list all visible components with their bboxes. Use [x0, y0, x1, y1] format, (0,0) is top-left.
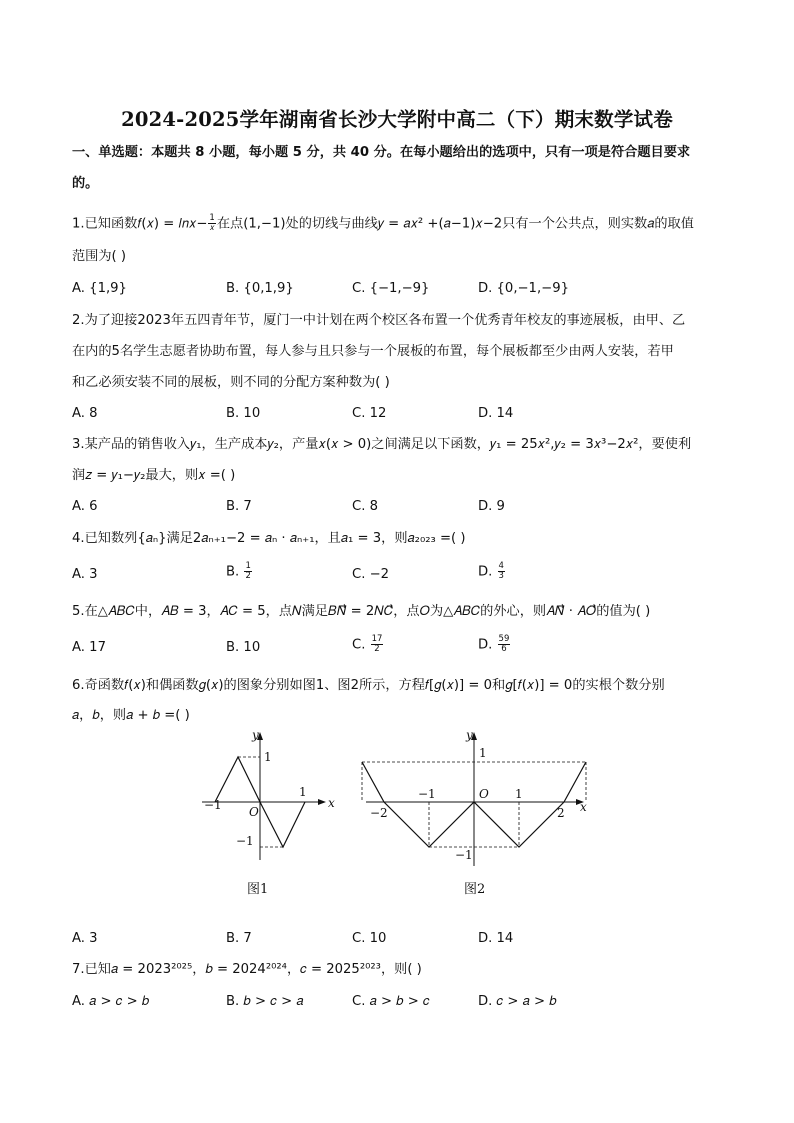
fig2-tick-1: 1: [515, 787, 523, 801]
q4-option-d[interactable]: [478, 562, 506, 582]
q3-option-d[interactable]: D. 9: [478, 499, 505, 514]
q3-option-b[interactable]: B. 7: [226, 499, 252, 514]
q4-b-prefix: B.: [226, 564, 244, 580]
q2-option-c[interactable]: C. 12: [352, 406, 387, 421]
q5-d-fraction: [498, 635, 511, 654]
q2-option-b[interactable]: B. 10: [226, 406, 261, 421]
q5-d-den: 6: [501, 644, 507, 654]
q6-option-c[interactable]: C. 10: [352, 931, 387, 946]
q1-text-b: 在点(1,−1)处的切线与曲线𝑦 = 𝑎𝑥² +(𝑎−1)𝑥−2只有一个公共点，则实数𝑎的取值: [216, 216, 694, 232]
question-4-line1: 4.已知数列{𝑎ₙ}满足2𝑎ₙ₊₁−2 = 𝑎ₙ · 𝑎ₙ₊₁，且𝑎₁ = 3，则𝑎₂₀₂₃ =( ): [72, 531, 466, 546]
fig2-tick-neg1: −1: [418, 787, 436, 801]
question-6-line2: 𝑎，𝑏，则𝑎 + 𝑏 =( ): [72, 708, 190, 723]
q1-option-b[interactable]: B. {0,1,9}: [226, 281, 294, 296]
q5-c-num: 17: [371, 634, 383, 644]
q5-option-b[interactable]: B. 10: [226, 640, 261, 655]
fig1-tick-1-y: 1: [264, 750, 272, 764]
q4-option-b[interactable]: [226, 562, 253, 582]
question-5-line1: 5.在△𝐴𝐵𝐶中，𝐴𝐵 = 3，𝐴𝐶 = 5，点𝑁满足𝐵𝑁⃗ = 2𝑁𝐶⃗，点𝑂为△𝐴𝐵𝐶的外心，则𝐴𝑁⃗ · 𝐴𝑂⃗的值为( ): [72, 604, 651, 619]
section-header-line2: 的。: [72, 176, 99, 191]
fig2-origin-label: O: [479, 787, 489, 801]
q1-frac-den: 𝑥: [209, 223, 215, 233]
q4-b-fraction: [244, 562, 251, 581]
q7-option-a[interactable]: A. 𝑎 > 𝑐 > 𝑏: [72, 994, 150, 1009]
question-1-line2: 范围为( ): [72, 249, 127, 264]
q1-option-a[interactable]: A. {1,9}: [72, 281, 127, 296]
q4-d-prefix: D.: [478, 564, 497, 580]
q5-d-num: 59: [498, 634, 510, 644]
q5-c-prefix: C.: [352, 637, 370, 653]
fig2-tick-2: 2: [557, 806, 565, 820]
q1-frac-num: 1: [209, 213, 215, 223]
fig2-x-label: x: [580, 800, 587, 814]
q6-option-d[interactable]: D. 14: [478, 931, 514, 946]
q3-option-a[interactable]: A. 6: [72, 499, 98, 514]
q3-option-c[interactable]: C. 8: [352, 499, 378, 514]
q4-b-den: 2: [245, 571, 251, 581]
figure-2-caption: 图2: [464, 882, 486, 897]
q5-d-prefix: D.: [478, 637, 497, 653]
question-1-line1: [72, 214, 694, 234]
fig1-x-label: x: [328, 796, 335, 810]
fig2-tick-yneg1: −1: [455, 848, 473, 862]
question-2-line2: 在内的5名学生志愿者协助布置，每人参与且只参与一个展板的布置，每个展板都至少由两人安装，若甲: [72, 344, 674, 359]
q4-d-num: 4: [498, 561, 504, 571]
fig1-tick-neg1-y: −1: [236, 834, 254, 848]
fig1-tick-neg1-x: −1: [204, 798, 222, 812]
question-3-line2: 润𝑧 = 𝑦₁−𝑦₂最大，则𝑥 =( ): [72, 468, 236, 483]
fig2-tick-y1: 1: [479, 746, 487, 760]
q7-option-c[interactable]: C. 𝑎 > 𝑏 > 𝑐: [352, 994, 430, 1009]
fig1-tick-1-x: 1: [299, 785, 307, 799]
fig2-tick-neg2: −2: [370, 806, 388, 820]
q5-c-den: 2: [374, 644, 380, 654]
fig1-origin-label: O: [249, 805, 259, 819]
q1-fraction: [208, 214, 215, 233]
q4-b-num: 1: [245, 561, 251, 571]
q1-text-a: 1.已知函数𝑓(𝑥) = 𝑙𝑛𝑥−: [72, 216, 208, 232]
q7-option-d[interactable]: D. 𝑐 > 𝑎 > 𝑏: [478, 994, 557, 1009]
q4-option-c[interactable]: C. −2: [352, 567, 390, 582]
question-7-line1: 7.已知𝑎 = 2023²⁰²⁵，𝑏 = 2024²⁰²⁴，𝑐 = 2025²⁰²³，则( ): [72, 962, 422, 977]
q6-option-a[interactable]: A. 3: [72, 931, 98, 946]
q4-d-fraction: [498, 562, 505, 581]
figure-1-caption: 图1: [247, 882, 269, 897]
q2-option-d[interactable]: D. 14: [478, 406, 514, 421]
page-title: 2024-2025学年湖南省长沙大学附中高二（下）期末数学试卷: [121, 108, 673, 131]
q4-option-a[interactable]: A. 3: [72, 567, 98, 582]
fig1-y-label: y: [252, 728, 259, 742]
q5-option-a[interactable]: A. 17: [72, 640, 106, 655]
question-2-line1: 2.为了迎接2023年五四青年节，厦门一中计划在两个校区各布置一个优秀青年校友的事迹展板，由甲、乙: [72, 313, 686, 328]
question-3-line1: 3.某产品的销售收入𝑦₁，生产成本𝑦₂，产量𝑥(𝑥 > 0)之间满足以下函数，𝑦₁ = 25𝑥²,𝑦₂ = 3𝑥³−2𝑥²，要使利: [72, 437, 692, 452]
q4-d-den: 3: [498, 571, 504, 581]
figure-2-graph: [356, 726, 596, 871]
section-header-line1: 一、单选题：本题共 8 小题，每小题 5 分，共 40 分。在每小题给出的选项中，只有一项是符合题目要求: [72, 145, 691, 160]
q5-option-d[interactable]: [478, 635, 511, 655]
question-6-line1: 6.奇函数𝑓(𝑥)和偶函数𝑔(𝑥)的图象分别如图1、图2所示，方程𝑓[𝑔(𝑥)] = 0和𝑔[𝑓(𝑥)] = 0的实根个数分别: [72, 678, 665, 693]
q1-option-d[interactable]: D. {0,−1,−9}: [478, 281, 569, 296]
q5-c-fraction: [371, 635, 384, 654]
q6-option-b[interactable]: B. 7: [226, 931, 252, 946]
q2-option-a[interactable]: A. 8: [72, 406, 98, 421]
q7-option-b[interactable]: B. 𝑏 > 𝑐 > 𝑎: [226, 994, 304, 1009]
q1-option-c[interactable]: C. {−1,−9}: [352, 281, 430, 296]
fig1-x-arrow: [318, 799, 326, 805]
question-2-line3: 和乙必须安装不同的展板，则不同的分配方案种数为( ): [72, 375, 390, 390]
q5-option-c[interactable]: [352, 635, 384, 655]
fig2-y-label: y: [466, 728, 473, 742]
figure-1-graph: [196, 726, 336, 866]
